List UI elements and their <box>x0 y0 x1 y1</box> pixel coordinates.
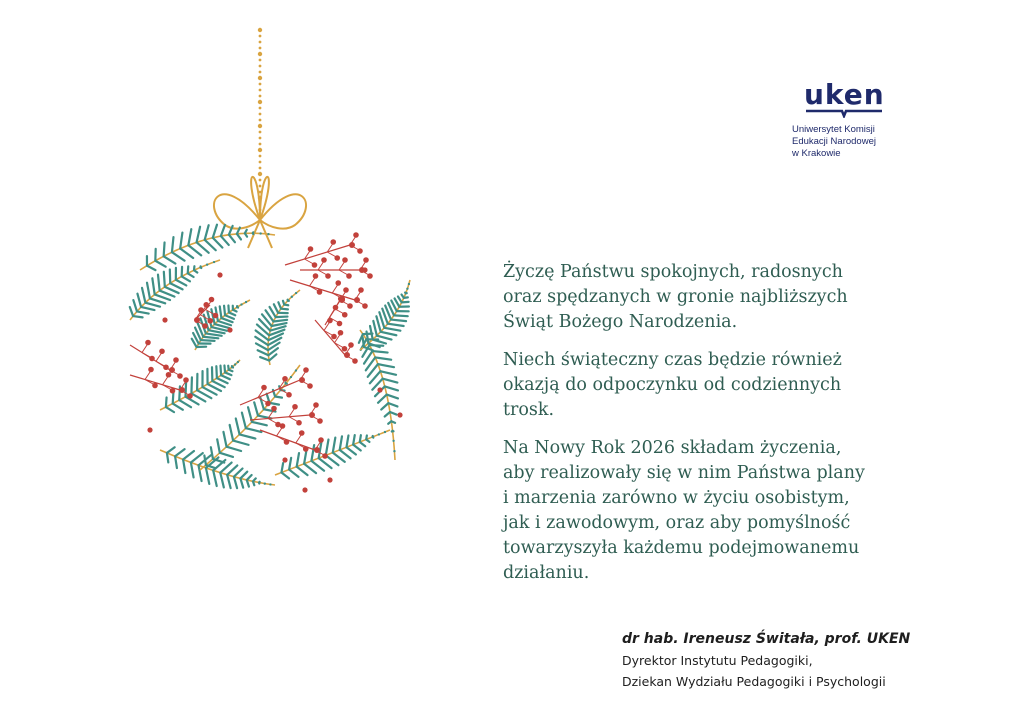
logo-subtitle-line: w Krakowie <box>792 148 841 159</box>
greeting-paragraph: Życzę Państwu spokojnych, radosnych oraz spędzanych w gronie najbliższych Świąt Bożego Narodzenia. <box>503 262 848 332</box>
logo-subtitle-line: Uniwersytet Komisji <box>792 124 875 135</box>
greeting-message <box>503 260 933 599</box>
logo-subtitle-line: Edukacji Narodowej <box>792 136 876 147</box>
bow <box>214 177 306 248</box>
signatory-role: Dyrektor Instytutu Pedagogiki, <box>622 653 813 668</box>
greeting-paragraph: Niech świąteczny czas będzie również okazją do odpoczynku od codziennych trosk. <box>503 350 842 420</box>
greeting-paragraph: Na Nowy Rok 2026 składam życzenia, aby realizowały się w nim Państwa plany i marzenia zarówno w życiu osobistym, jak i zawodowym, oraz aby pomyślność towarzyszyła każdemu podejmowanemu działaniu. <box>503 438 865 583</box>
uken-logo <box>790 80 920 160</box>
signatory-name: dr hab. Ireneusz Świtała, prof. UKEN <box>622 631 911 647</box>
logo-subtitle <box>790 124 920 160</box>
logo-wordmark: uken <box>804 78 885 111</box>
hanging-string <box>258 28 262 212</box>
fir-branches <box>130 225 410 489</box>
signature-block <box>622 628 1002 692</box>
christmas-bauble-icon <box>100 20 440 510</box>
christmas-bauble-illustration <box>100 20 440 510</box>
signatory-role: Dziekan Wydziału Pedagogiki i Psychologii <box>622 674 886 689</box>
